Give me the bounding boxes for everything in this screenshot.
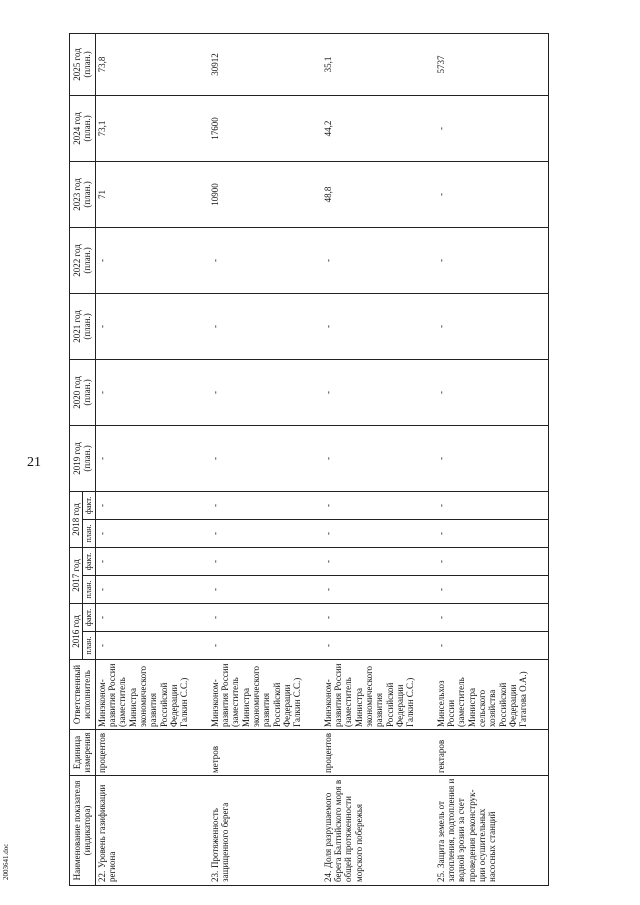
header-plan: план. [83,632,95,660]
value-cell: - [435,161,549,227]
indicator-name: Уровень газификации региона [96,784,117,882]
unit-cell: процентов [322,730,435,776]
header-year-2021: 2021 год (план.) [70,293,96,359]
row-number: 22. [96,870,107,882]
value-cell: - [435,227,549,293]
header-unit: Единица измерения [70,730,96,776]
header-name: Наименование показателя (индикатора) [70,776,96,886]
value-cell: - [95,603,209,631]
value-cell: 35,1 [322,33,435,95]
value-cell: - [209,547,322,575]
value-cell: - [95,359,209,425]
header-fact: факт. [83,491,95,519]
header-year-2019: 2019 год (план.) [70,425,96,491]
footer-filename: 2003641.doc [2,843,10,880]
indicator-table [69,33,549,886]
value-cell: 5737 [435,33,549,95]
header-year-2022: 2022 год (план.) [70,227,96,293]
value-cell: - [209,575,322,603]
responsible-cell: Минсельхоз России (заместитель Министра сельского хозяйства Российской Федерации Гатагова О.А.) [435,660,549,730]
unit-cell: процентов [95,730,209,776]
value-cell: - [95,547,209,575]
value-cell: - [209,491,322,519]
responsible-cell: Минэконом-развития России (заместитель Министра экономического развития Российской Федерации Галкин С.С.) [322,660,435,730]
value-cell: - [95,293,209,359]
value-cell: - [95,425,209,491]
value-cell: 71 [95,161,209,227]
value-cell: - [322,425,435,491]
value-cell: - [322,359,435,425]
value-cell: - [95,632,209,660]
indicator-name-cell [95,776,209,886]
value-cell: - [322,547,435,575]
indicator-name-cell [322,776,435,886]
header-year-2020: 2020 год (план.) [70,359,96,425]
value-cell: - [322,603,435,631]
row-number: 25. [435,870,446,882]
header-responsible: Ответственный исполнитель [70,660,96,730]
value-cell: - [435,491,549,519]
value-cell: - [322,491,435,519]
value-cell: 30912 [209,33,322,95]
value-cell: 48,8 [322,161,435,227]
header-year-2017: 2017 год [70,547,83,603]
value-cell: - [435,519,549,547]
value-cell: - [435,547,549,575]
indicator-name: Защита земель от затопления, подтопления и водной эрозии за счет проведения реконструк-ции осушительных насосных станций [435,778,498,882]
value-cell: - [322,227,435,293]
row-number: 23. [209,870,220,882]
value-cell: - [209,293,322,359]
value-cell: - [209,603,322,631]
table-row [435,33,549,885]
header-year-2025: 2025 год (план.) [70,33,96,95]
value-cell: - [95,491,209,519]
responsible-cell: Минэконом-развития России (заместитель Министра экономического развития Российской Федерации Галкин С.С.) [95,660,209,730]
indicator-table-container [69,42,612,886]
table-row [95,33,209,885]
table-row [322,33,435,885]
value-cell: - [95,227,209,293]
value-cell: - [435,632,549,660]
header-plan: план. [83,519,95,547]
header-year-2023: 2023 год (план.) [70,161,96,227]
value-cell: - [209,359,322,425]
value-cell: - [435,603,549,631]
indicator-name: Протяженность защищенного берега [209,802,230,882]
value-cell: - [435,359,549,425]
header-year-2024: 2024 год (план.) [70,95,96,161]
value-cell: - [435,293,549,359]
header-year-2018: 2018 год [70,491,83,547]
value-cell: 73,1 [95,95,209,161]
value-cell: 17600 [209,95,322,161]
indicator-name-cell [435,776,549,886]
value-cell: - [209,519,322,547]
indicator-name-cell [209,776,322,886]
value-cell: - [322,519,435,547]
page-number: 21 [27,455,41,470]
header-fact: факт. [83,547,95,575]
value-cell: - [322,575,435,603]
responsible-cell: Минэконом-развития России (заместитель Министра экономического развития Российской Федерации Галкин С.С.) [209,660,322,730]
table-row [209,33,322,885]
header-plan: план. [83,575,95,603]
unit-cell: метров [209,730,322,776]
value-cell: 44,2 [322,95,435,161]
indicator-name: Доля разрушаемого берега Балтийского моря в общей протяженности морского побережья [322,779,364,882]
value-cell: - [435,95,549,161]
value-cell: - [209,632,322,660]
header-fact: факт. [83,603,95,631]
value-cell: - [322,632,435,660]
table-body [95,33,548,885]
value-cell: - [209,425,322,491]
header-year-2016: 2016 год [70,603,83,659]
value-cell: - [95,575,209,603]
value-cell: - [209,227,322,293]
value-cell: - [435,575,549,603]
unit-cell: гектаров [435,730,549,776]
value-cell: - [435,425,549,491]
value-cell: - [95,519,209,547]
row-number: 24. [322,870,333,882]
value-cell: 73,8 [95,33,209,95]
value-cell: - [322,293,435,359]
value-cell: 10900 [209,161,322,227]
